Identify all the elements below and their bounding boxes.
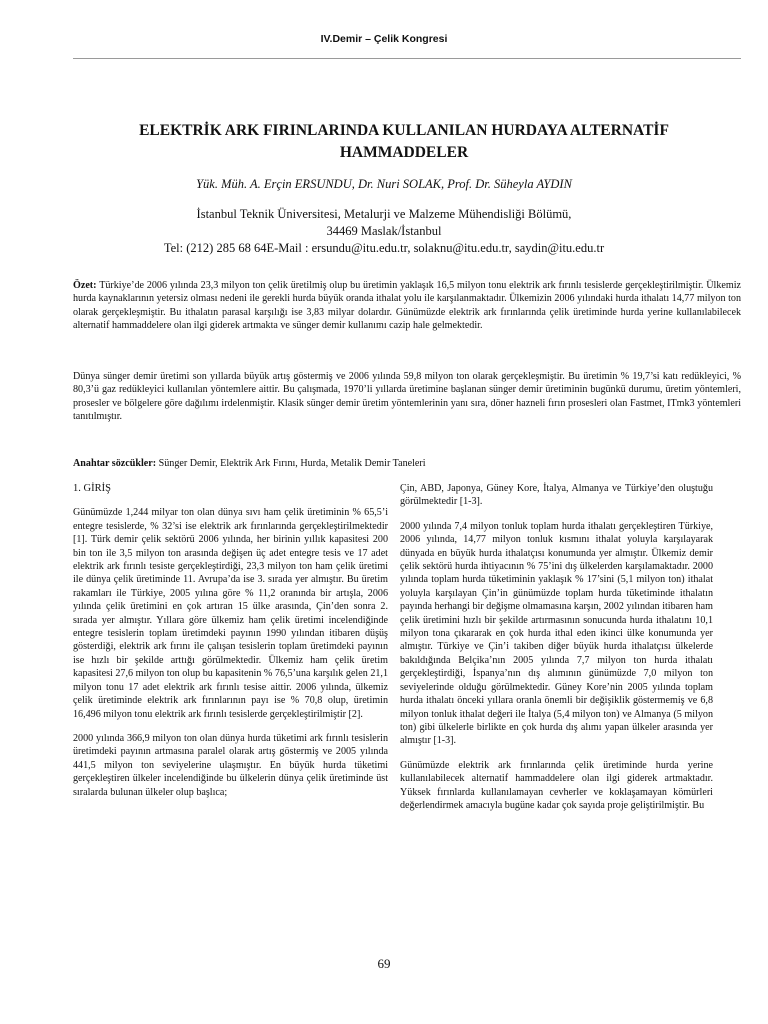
right-paragraph-3: Günümüzde elektrik ark fırınlarında çelik üretiminde hurda yerine kullanılabilecek alternatif hammaddelere olan ilgi giderek artmaktadır. Yüksek fırınlarda kullanılamayan cevherler ve koklaşamayan kömürleri değerlendirmek amacıyla bugüne kadar çok sayıda proje geliştirilmiştir. Bu — [400, 759, 713, 811]
left-paragraph-2: 2000 yılında 366,9 milyon ton olan dünya hurda tüketimi ark fırınlı tesislerin üretimdeki payının artmasına paralel olarak artış göstermiş ve 2005 yılında 441,5 milyon ton seviyelerine ulaşmıştır. En büyük hurda tüketimi gerçekleştiren ülkeler incelendiğinde bu ülkelerin dünya çelik üretiminde üst sıralarda bulunan ülkeler olup başlıca; — [73, 732, 388, 798]
keywords — [73, 457, 741, 470]
right-column — [400, 482, 713, 823]
title-line-2: HAMMADDELER — [339, 144, 469, 161]
abstract-paragraph-1 — [73, 279, 741, 333]
page-number: 69 — [377, 956, 391, 971]
abstract-text-1: Türkiye’de 2006 yılında 23,3 milyon ton çelik üretilmiş olup bu üretimin yaklaşık 16,5 milyon tonu elektrik ark fırınlı tesislerde gerçekleştirilmiştir. Ülkemiz hurda kaynaklarının yetersiz olması nedeni ile gerekli hurda büyük oranda ithalat yolu ile karşılanmaktadır. Ülkemizin 2006 yılındaki hurda ithalatı 14,77 milyon ton olarak gerçekleşmiştir. Bu ithalatın parasal karşılığı ise 3,83 milyar dolardır. Günümüzde elektrik ark fırınlarında çelik üretiminde hurda yerine kullanılabilecek alternatif hammaddelere olan ilgi giderek artmakta ve sünger demir kullanımı cazip hale gelmektedir. — [73, 280, 741, 332]
affiliation — [0, 206, 768, 257]
affiliation-line-2: 34469 Maslak/İstanbul — [326, 224, 442, 238]
section-heading: 1. GİRİŞ — [73, 483, 111, 494]
paper-title — [80, 120, 728, 164]
keywords-label: Anahtar sözcükler: — [73, 458, 157, 469]
abstract-paragraph-2: Dünya sünger demir üretimi son yıllarda büyük artış göstermiş ve 2006 yılında 59,8 milyon ton olarak gerçekleşmiştir. Bu üretimin % 19,7’si katı redükleyici, % 80,3’ü gaz redükleyici kullanılan yöntemlere aittir. Bu çalışmada, 1970’li yıllarda üretimine başlanan sünger demir üretiminin bugünkü durumu, üretim yöntemleri, prosesler ve bölgelere göre dağılımı irdelenmiştir. Klasik sünger demir üretim yöntemlerinin yanı sıra, döner hazneli fırın prosesleri olan Fastmet, ITmk3 yöntemleri tanıtılmıştır. — [73, 371, 741, 423]
email-addresses: E-Mail : ersundu@itu.edu.tr, solaknu@itu.edu.tr, saydin@itu.edu.tr — [266, 241, 605, 255]
telephone: Tel: (212) 285 68 64 — [163, 241, 267, 255]
header-divider — [73, 58, 741, 59]
left-column — [73, 482, 388, 810]
keywords-text: Sünger Demir, Elektrik Ark Fırını, Hurda, Metalik Demir Taneleri — [156, 458, 426, 469]
left-paragraph-1: Günümüzde 1,244 milyar ton olan dünya sıvı ham çelik üretiminin % 65,5’i entegre tesislerde, % 32’si ise elektrik ark fırınlarında gerçekleştirilmektedir [1]. Türk demir çelik sektörü 2006 yılında, her birinin yıllık kapasitesi 200 bin ton ile 3,5 milyon ton arasında değişen üç adet entegre tesis ve 17 adet elektrik ark fırınlı tesiste gerçekleştirdiği, 23,3 milyon ton ham çelik üretimi ile dünya çelik üretiminde 11. Avrupa’da ise 3. sırada yer almıştır. Bu üretim rakamları ile Türkiye, 2005 yılına göre % 11,2 oranında bir artışla, 2006 yılında çelik üretimini en çok artıran 15 ülke arasında, Çin’den sonra 2. sırada yer almıştır. Yıllara göre ülkemiz ham çelik üretimi incelendiğinde entegre tesislerin toplam üretimdeki payının 1990 yılından itibaren düşüş gösterdiği, elektrik ark fırını ile çalışan tesislerin toplam üretimdeki payının ise hızlı bir şekilde arttığı görülmektedir. Ülkemiz ham çelik üretim kapasitesi 27,6 milyon ton olup bu kapasitenin % 76,5’una karşılık gelen 21,1 milyon tonu 17 adet elektrik ark fırınlı tesise aittir. 2006 yılında, ülkemiz çelik üretiminde elektrik ark fırınlarının payı ise % 70,8 olup, üretimin 16,496 milyon tonu elektrik ark fırınlı tesislerde gerçekleştirilmiştir [2]. — [73, 507, 388, 720]
right-paragraph-2: 2000 yılında 7,4 milyon tonluk toplam hurda ithalatı gerçekleştiren Türkiye, 2006 yılında, 14,77 milyon tonluk kısmını ithalat yoluyla karşılayarak dünyada en büyük hurda ithalatçısı konumunda yer almıştır. Ülkemiz demir çelik sektörü hurda ihtiyacının % 75’ini dış ülkelerden karşılamaktadır. 2000 yılında toplam hurda tüketiminin yaklaşık % 17’sini (5,1 milyon ton) ithalat yoluyla karşılayan Çin’in günümüzde toplam hurda tüketiminde ithalatın payında herhangi bir değişme olmamasına karşın, 2002 yılından itibaren ham çelik üretimini hızlı bir şekilde artırmasının sonucunda hurda ithalatını 10,1 milyon tona çıkararak en çok hurda ithal eden ikinci ülke konumunda yer almıştır. Türkiye ve Çin’i takiben diğer büyük hurda ithalatçısı ülkelerde bakıldığında Belçika’nın 2005 yılında 7,7 milyon ton hurda ithalatı gerçekleştirdiği, İspanya’nın dış alımının günümüzde 7,0 milyon ton seviyelerinde olduğu görülmektedir. Güney Kore’nin 2005 yılında toplam hurda ithalatı önceki yıllara oranla önemli bir değişiklik göstermemiş ve 6,8 milyon tonluk ithalat değeri ile İtalya (5,4 milyon ton) ve Almanya (5 milyon ton) gibi ülkelerle birlikte en çok hurda dış alımı yapan ülkeler arasında yer almıştır [1-3]. — [400, 520, 713, 747]
authors: Yük. Müh. A. Erçin ERSUNDU, Dr. Nuri SOLAK, Prof. Dr. Süheyla AYDIN — [196, 177, 572, 191]
contact-line — [0, 240, 768, 257]
affiliation-line-1: İstanbul Teknik Üniversitesi, Metalurji ve Malzeme Mühendisliği Bölümü, — [196, 207, 572, 221]
right-paragraph-1: Çin, ABD, Japonya, Güney Kore, İtalya, Almanya ve Türkiye’den oluştuğu görülmektedir [1-3]. — [400, 483, 713, 508]
conference-header: IV.Demir – Çelik Kongresi — [320, 33, 448, 45]
abstract-label: Özet: — [73, 280, 97, 291]
title-line-1: ELEKTRİK ARK FIRINLARINDA KULLANILAN HURDAYA ALTERNATİF — [139, 122, 669, 139]
